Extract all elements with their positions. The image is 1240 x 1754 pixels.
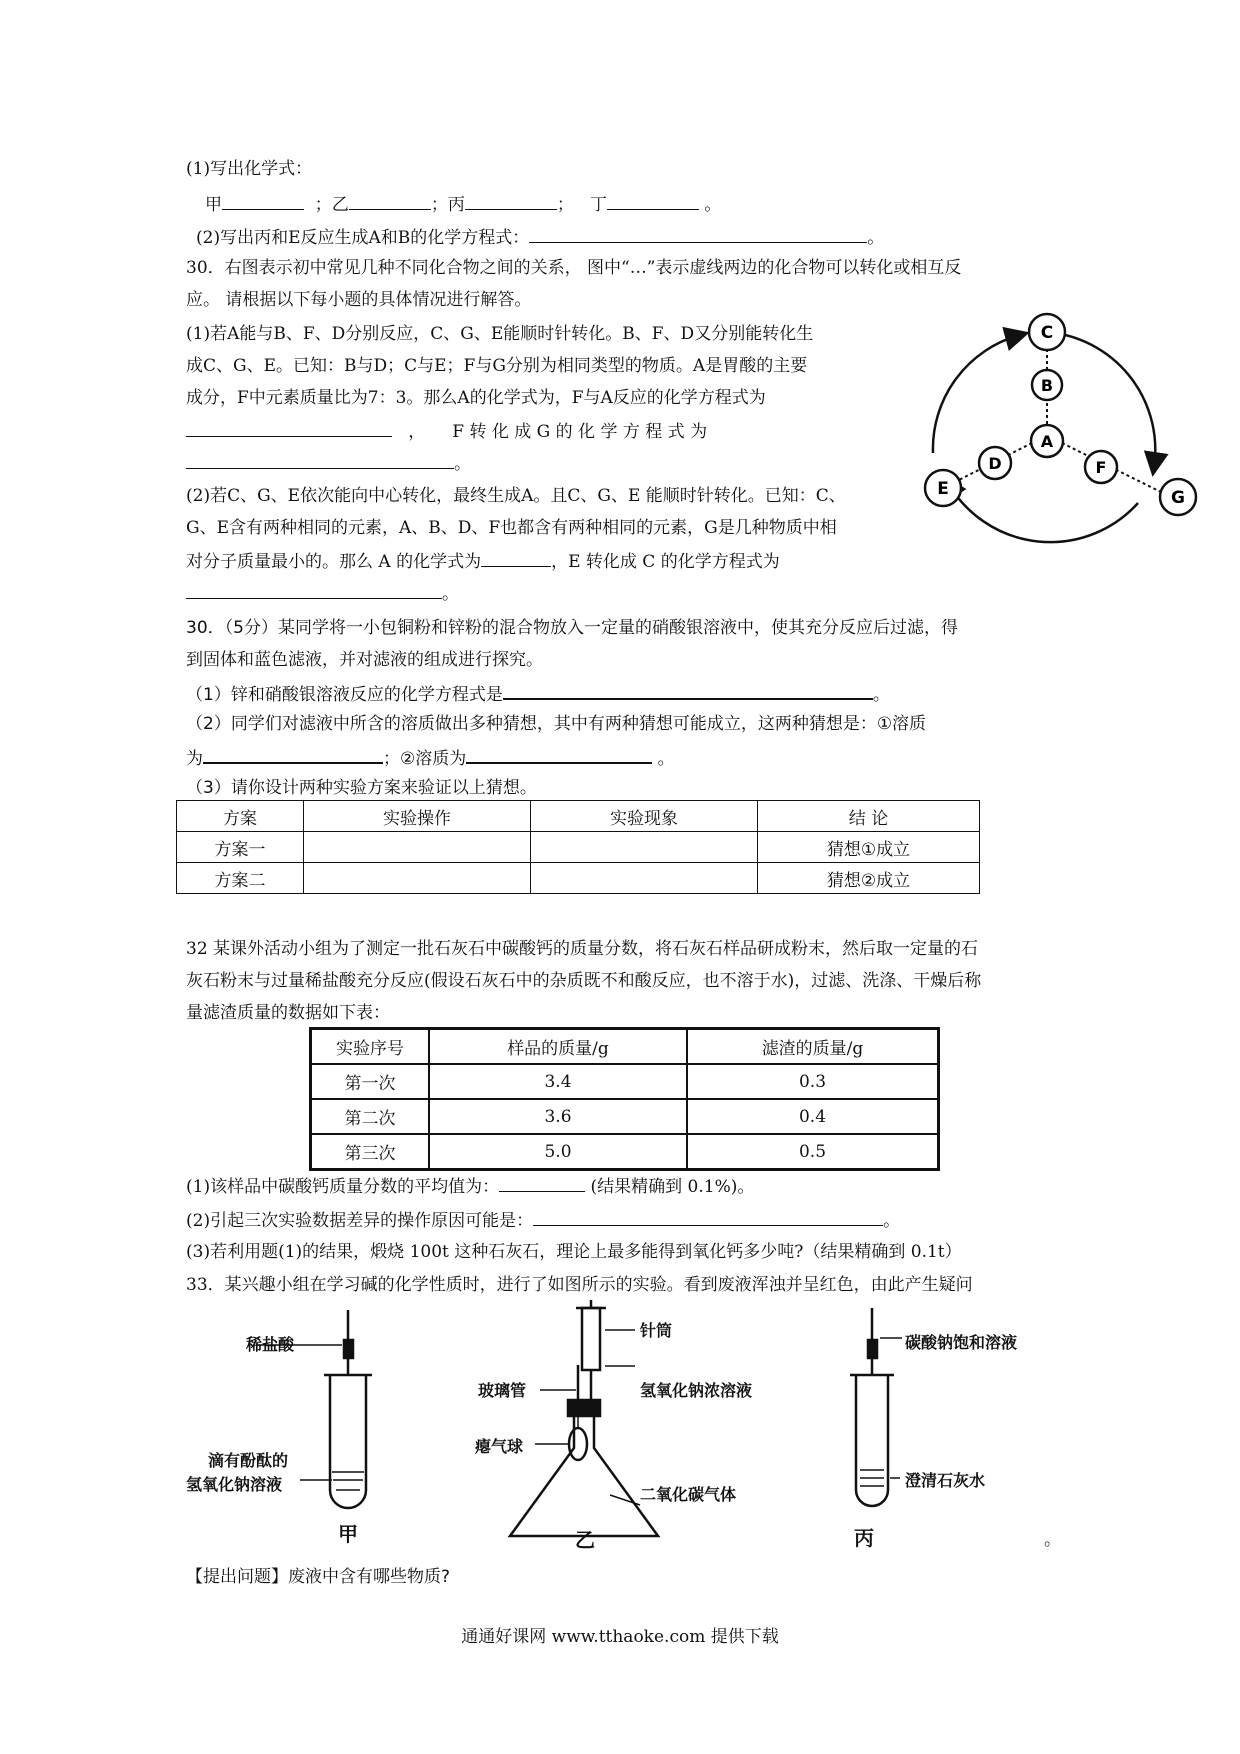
label-limewater: 澄清石灰水 — [905, 1471, 986, 1490]
node-b — [1032, 370, 1062, 400]
period-after-figure: 。 — [1044, 1530, 1061, 1550]
th-sample-mass: 样品的质量/g — [429, 1029, 687, 1065]
svg-text:D: D — [988, 454, 1002, 473]
q32-l1: 32 某课外活动小组为了测定一批石灰石中碳酸钙的质量分数，将石灰石样品研成粉末，然后取一定量的石 — [186, 939, 979, 959]
q30a-s1-l5 — [186, 450, 471, 476]
cell-phenomenon-input[interactable] — [531, 832, 758, 863]
blank-bing[interactable] — [465, 191, 557, 210]
blank-a-formula[interactable] — [481, 548, 551, 567]
node-f — [1085, 451, 1117, 483]
cell-scheme: 方案二 — [177, 863, 304, 894]
blank-solute-1[interactable] — [203, 744, 383, 764]
q30a-intro-2: 应。 请根据以下每小题的具体情况进行解答。 — [186, 290, 532, 310]
q30a-s2-l4 — [186, 580, 459, 606]
label-glass-tube: 玻璃管 — [478, 1381, 527, 1400]
cell-sample: 3.4 — [429, 1064, 687, 1099]
th-operation: 实验操作 — [304, 801, 531, 832]
flask-yi — [510, 1300, 658, 1536]
q30a-intro-1: 30．右图表示初中常见几种不同化合物之间的关系， 图中“…”表示虚线两边的化合物可以转化或相互反 — [186, 258, 962, 278]
svg-text:G: G — [1171, 488, 1185, 508]
q30a-s1-l4-text: F 转 化 成 G 的 化 学 方 程 式 为 — [452, 422, 708, 442]
q30b-p2b-text-a: 为 — [186, 749, 203, 769]
comma: ， — [408, 422, 426, 442]
q30b-p1: （1）锌和硝酸银溶液反应的化学方程式是 。 — [186, 680, 890, 707]
table-row — [311, 1064, 939, 1099]
blank-f-a-equation[interactable] — [186, 418, 392, 437]
label-bing: 丙 — [447, 195, 465, 215]
q33-l1: 33．某兴趣小组在学习碱的化学性质时，进行了如图所示的实验。看到废液浑浊并呈红色，由此产生疑问 — [186, 1275, 973, 1295]
q30a-s2-l3 — [186, 548, 780, 574]
period: 。 — [454, 454, 471, 474]
scheme-table — [176, 800, 980, 894]
label-na2co3: 碳酸钠饱和溶液 — [905, 1333, 1018, 1352]
node-e — [925, 470, 961, 506]
label-syringe: 针筒 — [640, 1321, 673, 1340]
label-ding: 丁 — [590, 195, 608, 215]
arc-e-c — [933, 335, 1020, 453]
q30a-s2-l2: G、E含有两种相同的元素，A、B、D、F也都含有两种相同的元素，G是几种物质中相 — [186, 518, 837, 538]
test-tube-bing — [850, 1308, 902, 1506]
q30b-p2: （2）同学们对滤液中所含的溶质做出多种猜想，其中有两种猜想可能成立，这两种猜想是：①溶质 — [186, 714, 927, 734]
cell-phenomenon-input[interactable] — [531, 863, 758, 894]
q32-l3: 量滤渣质量的数据如下表： — [186, 1003, 390, 1023]
q29-part1: (1)写出化学式： — [186, 159, 313, 179]
q30a-s1-l4 — [186, 418, 707, 444]
blank-e-c-equation[interactable] — [186, 580, 442, 599]
blank-yi[interactable] — [349, 191, 431, 210]
q29-part2: (2)写出丙和E反应生成A和B的化学方程式： 。 — [196, 224, 884, 250]
cell-sample: 3.6 — [429, 1099, 687, 1134]
period: 。 — [442, 584, 459, 604]
cell-scheme: 方案一 — [177, 832, 304, 863]
q32-p1-text-b: (结果精确到 0.1%)。 — [590, 1177, 755, 1197]
svg-text:B: B — [1040, 376, 1054, 395]
q30a-s1-l3: 成分，F中元素质量比为7：3。那么A的化学式为，F与A反应的化学方程式为 — [186, 388, 766, 408]
q32-p1 — [186, 1173, 754, 1199]
compound-cycle-diagram — [920, 305, 1220, 585]
arc-g-e — [948, 483, 1138, 542]
label-yi: 乙 — [575, 1528, 595, 1552]
q30b-p1-text: （1）锌和硝酸银溶液反应的化学方程式是 — [186, 685, 503, 705]
q29-blanks-line: 甲 ；乙 ；丙 ； 丁 。 — [205, 191, 721, 217]
q30b-p2b: 为 ；②溶质为 。 — [186, 744, 675, 771]
q30b-l1: 30．（5分）某同学将一小包铜粉和锌粉的混合物放入一定量的硝酸银溶液中，使其充分反应后过滤，得 — [186, 618, 958, 638]
cell-operation-input[interactable] — [304, 832, 531, 863]
q32-p2-text: (2)引起三次实验数据差异的操作原因可能是： — [186, 1211, 534, 1231]
q32-p1-text-a: (1)该样品中碳酸钙质量分数的平均值为： — [186, 1177, 500, 1197]
node-d — [979, 447, 1011, 479]
label-phenol-1: 滴有酚酞的 — [208, 1451, 289, 1470]
q32-p3: (3)若利用题(1)的结果，煅烧 100t 这种石灰石，理论上最多能得到氧化钙多少吨?（结果精确到 0.1t） — [186, 1242, 962, 1262]
th-scheme: 方案 — [177, 801, 304, 832]
blank-solute-2[interactable] — [466, 744, 652, 764]
cell-residue: 0.5 — [687, 1134, 939, 1170]
label-phenol-2: 氢氧化钠溶液 — [186, 1475, 283, 1494]
th-conclusion: 结 论 — [758, 801, 980, 832]
residue-table — [309, 1027, 940, 1171]
table-row — [311, 1134, 939, 1170]
node-g — [1160, 479, 1196, 515]
q32-l2: 灰石粉末与过量稀盐酸充分反应(假设石灰石中的杂质既不和酸反应，也不溶于水)，过滤、洗涤、干燥后称 — [186, 971, 982, 991]
cell-sample: 5.0 — [429, 1134, 687, 1170]
cell-operation-input[interactable] — [304, 863, 531, 894]
table-row — [177, 832, 980, 863]
q30a-s1-l2: 成C、G、E。已知：B与D；C与E；F与G分别为相同类型的物质。A是胃酸的主要 — [186, 356, 808, 376]
q30a-s1-l1: (1)若A能与B、F、D分别反应，C、G、E能顺时针转化。B、F、D又分别能转化生 — [186, 324, 814, 344]
q30a-s2-l3-text-a: 对分子质量最小的。那么 A 的化学式为 — [186, 552, 482, 572]
q29-part2-text: (2)写出丙和E反应生成A和B的化学方程式： — [196, 228, 530, 248]
blank-q29-equation[interactable] — [529, 224, 867, 243]
footer-credit: 通通好课网 www.tthaoke.com 提供下载 — [461, 1627, 779, 1647]
svg-text:A: A — [1040, 432, 1054, 451]
th-residue-mass: 滤渣的质量/g — [687, 1029, 939, 1065]
cell-trial: 第一次 — [311, 1064, 430, 1099]
label-jia: 甲 — [205, 195, 222, 215]
cell-trial: 第二次 — [311, 1099, 430, 1134]
table-row — [177, 863, 980, 894]
svg-text:C: C — [1040, 323, 1054, 343]
label-naoh: 氢氧化钠浓溶液 — [640, 1381, 753, 1400]
cell-trial: 第三次 — [311, 1134, 430, 1170]
blank-ding[interactable] — [607, 191, 699, 210]
th-trial: 实验序号 — [311, 1029, 430, 1065]
blank-jia[interactable] — [222, 191, 304, 210]
q32-p2: (2)引起三次实验数据差异的操作原因可能是： 。 — [186, 1207, 900, 1233]
q30a-s2-l3-text-b: ，E 转化成 C 的化学方程式为 — [551, 552, 780, 572]
q33-question: 【提出问题】废液中含有哪些物质? — [186, 1567, 451, 1587]
label-jia: 甲 — [338, 1522, 358, 1546]
svg-text:E: E — [937, 479, 949, 499]
label-hcl: 稀盐酸 — [246, 1335, 295, 1354]
cell-residue: 0.4 — [687, 1099, 939, 1134]
label-yi: 乙 — [331, 195, 349, 215]
q30b-l2: 到固体和蓝色滤液，并对滤液的组成进行探究。 — [186, 650, 543, 670]
cell-residue: 0.3 — [687, 1064, 939, 1099]
cell-conclusion: 猜想①成立 — [758, 832, 980, 863]
q30a-s2-l1: (2)若C、G、E依次能向中心转化，最终生成A。且C、G、E 能顺时针转化。已知：C、 — [186, 486, 846, 506]
table-row — [311, 1099, 939, 1134]
label-bing: 丙 — [854, 1526, 874, 1550]
cell-conclusion: 猜想②成立 — [758, 863, 980, 894]
blank-error-reason[interactable] — [533, 1207, 883, 1226]
node-c — [1029, 314, 1065, 350]
blank-caco3-average[interactable] — [499, 1173, 585, 1192]
node-a — [1031, 425, 1063, 457]
svg-text:F: F — [1095, 458, 1107, 477]
q30b-p3: （3）请你设计两种实验方案来验证以上猜想。 — [186, 778, 537, 798]
blank-zn-agno3-equation[interactable] — [503, 680, 873, 700]
blank-f-g-equation[interactable] — [186, 450, 454, 469]
th-phenomenon: 实验现象 — [531, 801, 758, 832]
label-co2: 二氧化碳气体 — [640, 1485, 737, 1504]
q30b-p2b-text-b: ；②溶质为 — [383, 749, 467, 769]
label-balloon: 瘪气球 — [475, 1437, 524, 1456]
